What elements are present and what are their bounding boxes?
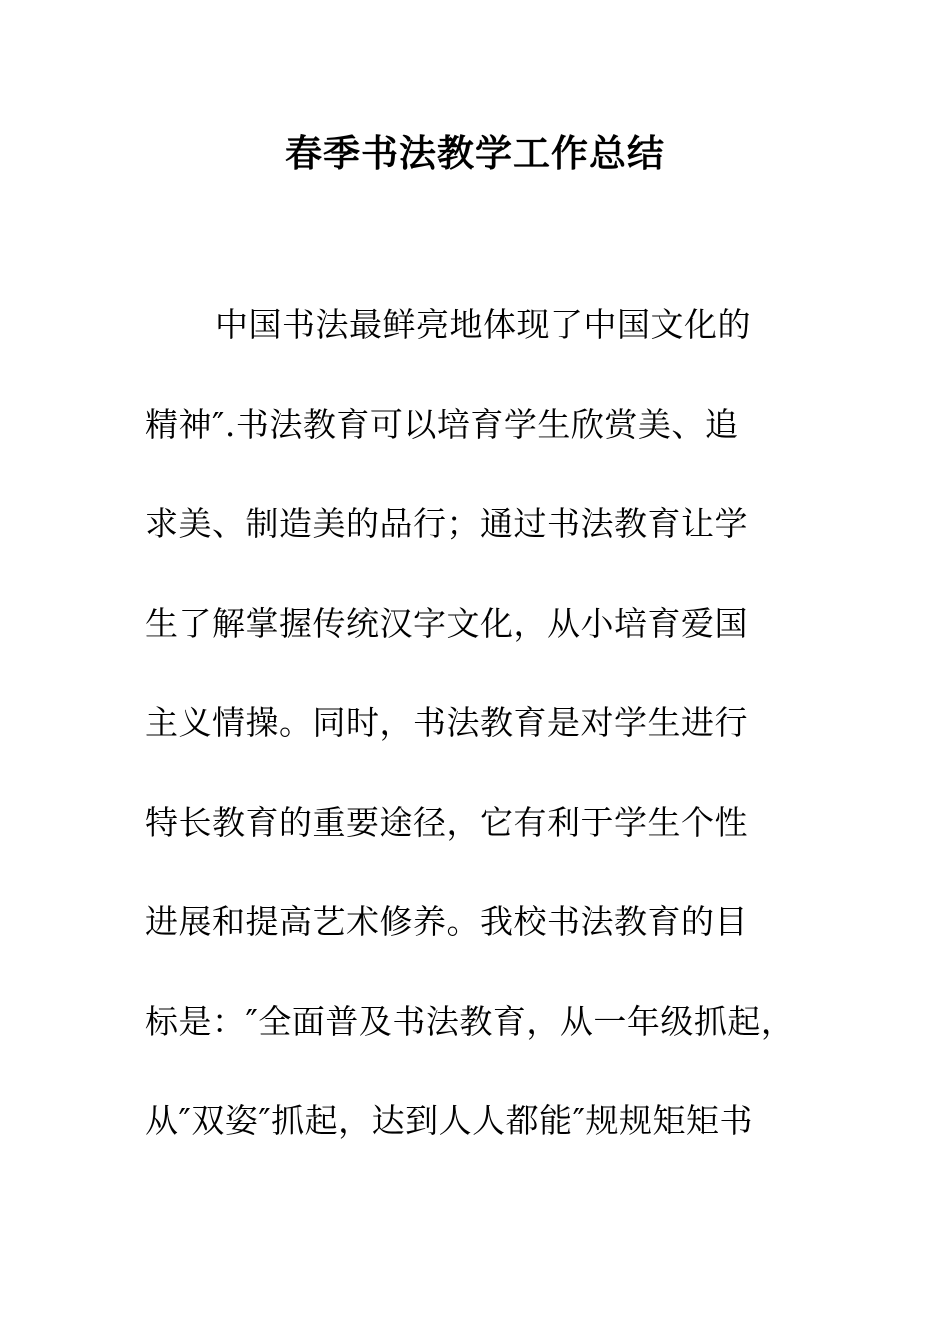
document-title: 春季书法教学工作总结 (285, 131, 665, 175)
paragraph-line: 精神″.书法教育可以培育学生欣赏美、追 (145, 405, 739, 444)
paragraph-line: 标是：″全面普及书法教育，从一年级抓起， (145, 1002, 795, 1041)
paragraph-line: 求美、制造美的品行；通过书法教育让学 (145, 504, 748, 543)
paragraph-line: 生了解掌握传统汉字文化，从小培育爱国 (145, 604, 748, 643)
paragraph-line: 特长教育的重要途径，它有利于学生个性 (145, 803, 748, 842)
paragraph-line: 主义情操。同时，书法教育是对学生进行 (145, 703, 748, 742)
paragraph-line: 进展和提高艺术修养。我校书法教育的目 (145, 902, 748, 941)
paragraph-line: 从″双姿″抓起，达到人人都能″规规矩矩书 (145, 1101, 753, 1140)
paragraph-line: 中国书法最鲜亮地体现了中国文化的 (215, 305, 751, 344)
